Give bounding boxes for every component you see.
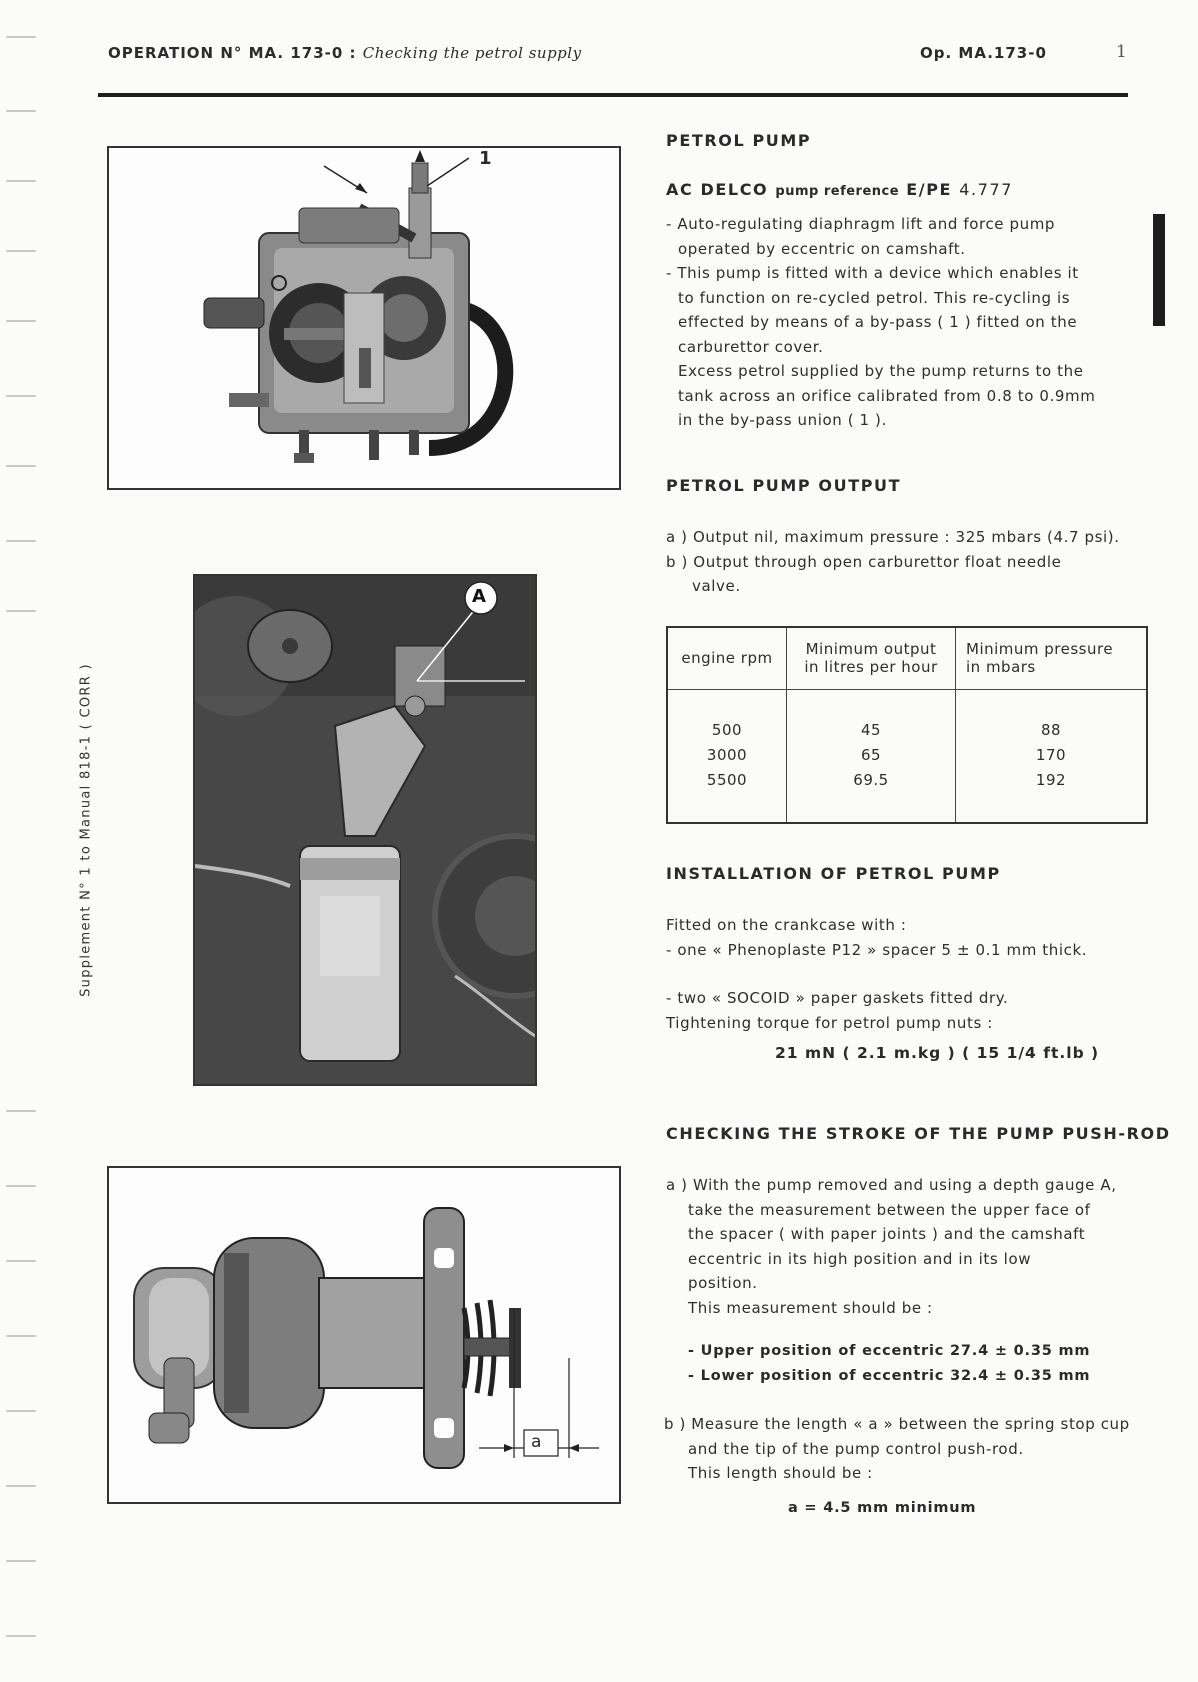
output-text	[666, 525, 1120, 599]
binder-mark	[6, 1635, 36, 1637]
header-operation: OPERATION N° MA. 173-0 : Checking the petrol supply	[108, 44, 582, 62]
header-rule	[98, 93, 1128, 97]
text-line: b ) Output through open carburettor float needle	[666, 552, 1062, 571]
minimum-length-value: a = 4.5 mm minimum	[788, 1500, 977, 1516]
text-line: a ) Output nil, maximum pressure : 325 mbars (4.7 psi).	[666, 528, 1120, 546]
text-line: eccentric in its high position and in its low	[688, 1249, 1032, 1268]
page-number: 1	[1116, 42, 1127, 62]
table-header-cell: engine rpm	[667, 627, 787, 689]
text-line: to function on re-cycled petrol. This re-cycling is	[678, 288, 1071, 307]
text-line: This length should be :	[688, 1464, 873, 1482]
pump-photo	[107, 1166, 621, 1504]
text-line: - Auto-regulating diaphragm lift and force pump	[666, 215, 1056, 233]
stroke-measurements	[688, 1339, 1090, 1389]
text-line: - This pump is fitted with a device which enables it	[666, 264, 1079, 282]
table-cell-output: 45 65 69.5	[787, 689, 956, 823]
text-line: take the measurement between the upper face of	[688, 1200, 1091, 1219]
binder-mark	[6, 540, 36, 542]
callout-1: 1	[479, 148, 492, 169]
engine-photo	[193, 574, 537, 1086]
stroke-a-text	[666, 1173, 1117, 1320]
text-line: in the by-pass union ( 1 ).	[678, 411, 887, 429]
text-line: Excess petrol supplied by the pump returns to the	[678, 362, 1084, 380]
installation-text	[666, 913, 1087, 1035]
text-line: carburettor cover.	[678, 337, 824, 356]
binder-mark	[6, 36, 36, 38]
side-supplement-text: Supplement N° 1 to Manual 818-1 ( CORR )	[78, 663, 94, 997]
table-row	[667, 689, 1147, 823]
text-line: the spacer ( with paper joints ) and the camshaft	[688, 1225, 1086, 1243]
binder-mark	[6, 1260, 36, 1262]
pump-description	[666, 212, 1095, 433]
text-line: effected by means of a by-pass ( 1 ) fitted on the	[678, 313, 1078, 331]
output-heading: PETROL PUMP OUTPUT	[666, 476, 902, 495]
callout-A: A	[472, 586, 486, 607]
text-line: tank across an orifice calibrated from 0.8 to 0.9mm	[678, 386, 1096, 405]
table-header-cell: Minimum pressure in mbars	[956, 627, 1148, 689]
text-line: - one « Phenoplaste P12 » spacer 5 ± 0.1 mm thick.	[666, 940, 1088, 959]
binder-mark	[6, 1110, 36, 1112]
text-line: position.	[688, 1274, 758, 1292]
binder-mark	[6, 320, 36, 322]
binder-mark	[6, 610, 36, 612]
installation-heading: INSTALLATION OF PETROL PUMP	[666, 864, 1001, 883]
table-header-cell: Minimum output in litres per hour	[787, 627, 956, 689]
output-table	[666, 626, 1148, 824]
text-line: valve.	[692, 577, 741, 595]
pump-reference: AC DELCO pump reference E/PE 4.777	[666, 180, 1014, 199]
torque-value: 21 mN ( 2.1 m.kg ) ( 15 1/4 ft.lb )	[775, 1044, 1100, 1062]
binder-mark	[6, 110, 36, 112]
stroke-b-text	[664, 1412, 1130, 1486]
binder-mark	[6, 1485, 36, 1487]
header-ref: Op. MA.173-0	[920, 44, 1047, 62]
binder-mark	[6, 180, 36, 182]
carburettor-photo	[107, 146, 621, 490]
header-subtitle: Checking the petrol supply	[362, 44, 582, 62]
callout-a: a	[531, 1432, 542, 1452]
binder-mark	[6, 395, 36, 397]
binder-mark	[6, 465, 36, 467]
binder-mark	[6, 250, 36, 252]
text-line: Fitted on the crankcase with :	[666, 916, 907, 934]
text-line: a ) With the pump removed and using a depth gauge A,	[666, 1176, 1117, 1194]
section-tab-marker	[1153, 214, 1165, 326]
petrol-pump-heading: PETROL PUMP	[666, 131, 812, 150]
upper-position-value: - Upper position of eccentric 27.4 ± 0.35 mm	[688, 1343, 1091, 1359]
text-line: This measurement should be :	[688, 1298, 933, 1317]
text-line: b ) Measure the length « a » between the spring stop cup	[664, 1415, 1130, 1433]
table-cell-rpm: 500 3000 5500	[667, 689, 787, 823]
table-cell-pressure: 88 170 192	[956, 689, 1148, 823]
text-line: - two « SOCOID » paper gaskets fitted dry.	[666, 989, 1009, 1007]
text-line: Tightening torque for petrol pump nuts :	[666, 1013, 993, 1032]
text-line: and the tip of the pump control push-rod.	[688, 1439, 1024, 1458]
text-line: operated by eccentric on camshaft.	[678, 239, 966, 258]
stroke-heading: CHECKING THE STROKE OF THE PUMP PUSH-ROD	[666, 1124, 1171, 1143]
binder-mark	[6, 1410, 36, 1412]
binder-mark	[6, 1560, 36, 1562]
binder-mark	[6, 1185, 36, 1187]
lower-position-value: - Lower position of eccentric 32.4 ± 0.35 mm	[688, 1368, 1091, 1384]
table-header-row	[667, 627, 1147, 689]
binder-mark	[6, 1335, 36, 1337]
